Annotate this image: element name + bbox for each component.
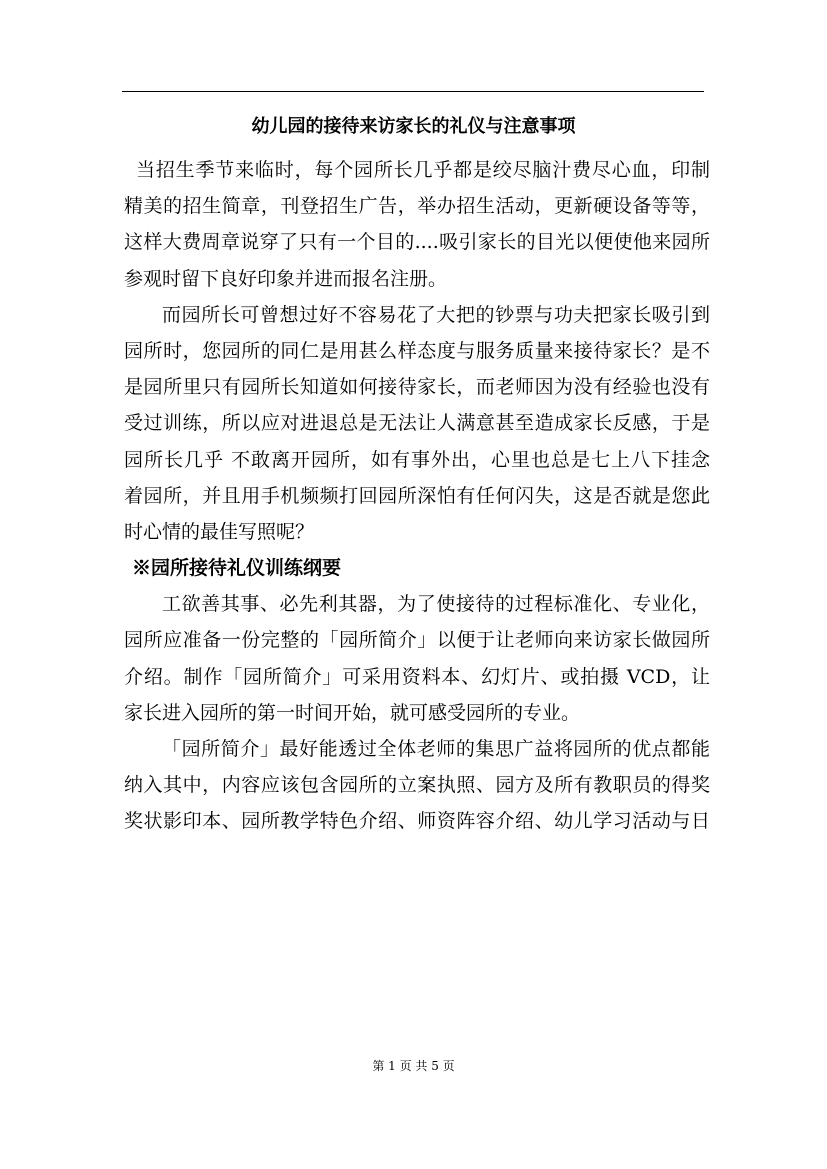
- text-line: 而园所长可曾想过好不容易花了大把的钞票与功夫把家长吸引到: [162, 303, 710, 326]
- document-body: [124, 152, 710, 840]
- page-footer: 第 1 页 共 5 页: [372, 1059, 455, 1073]
- text-line: 着园所，并且用手机频频打回园所深怕有任何闪失，这是否就是您此: [124, 484, 710, 507]
- text-line: 精美的招生简章，刊登招生广告，举办招生活动，更新硬设备等等，: [124, 195, 710, 218]
- section-heading: ※园所接待礼仪训练纲要: [132, 557, 342, 580]
- document-title: 幼儿园的接待来访家长的礼仪与注意事项: [251, 116, 576, 137]
- text-line: 参观时留下良好印象并进而报名注册。: [124, 267, 448, 290]
- text-line: 当招生季节来临时，每个园所长几乎都是绞尽脑汁费尽心血，印制: [136, 159, 710, 181]
- text-line: 纳入其中，内容应该包含园所的立案执照、园方及所有教职员的得奖: [124, 774, 710, 797]
- text-line: 家长进入园所的第一时间开始，就可感受园所的专业。: [124, 701, 581, 724]
- text-line: 工欲善其事、必先利其器，为了使接待的过程标准化、专业化，: [162, 593, 710, 616]
- text-line: 园所应准备一份完整的「园所简介」以便于让老师向来访家长做园所: [124, 629, 710, 652]
- text-line: 园所时，您园所的同仁是用甚么样态度与服务质量来接待家长？是不: [124, 339, 710, 362]
- text-line: 时心情的最佳写照呢？: [124, 520, 315, 543]
- text-line: 受过训练，所以应对进退总是无法让人满意甚至造成家长反感，于是: [124, 412, 710, 435]
- text-line: 是园所里只有园所长知道如何接待家长，而老师因为没有经验也没有: [124, 376, 710, 399]
- text-line: 「园所简介」最好能透过全体老师的集思广益将园所的优点都能: [162, 738, 710, 760]
- text-line: 园所长几乎 不敢离开园所，如有事外出，心里也总是七上八下挂念: [124, 448, 710, 471]
- text-line: 介绍。制作「园所简介」可采用资料本、幻灯片、或拍摄 VCD，让: [124, 665, 710, 688]
- header-rule: [122, 91, 704, 92]
- text-line: 这样大费周章说穿了只有一个目的....吸引家长的目光以便使他来园所: [124, 231, 710, 254]
- text-line: 奖状影印本、园所教学特色介绍、师资阵容介绍、幼儿学习活动与日: [124, 810, 710, 833]
